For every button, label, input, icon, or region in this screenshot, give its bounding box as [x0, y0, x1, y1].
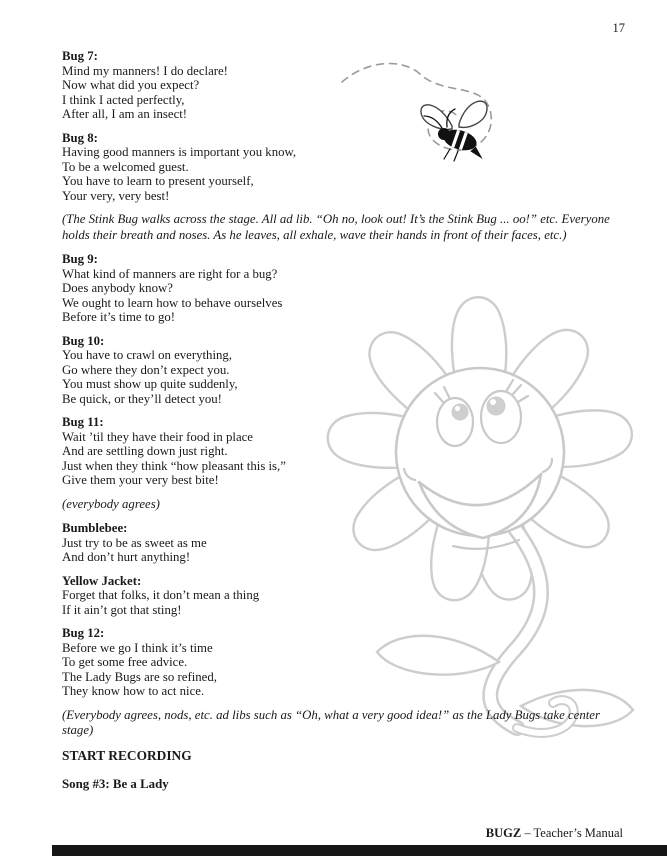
start-recording-heading: START RECORDING: [62, 747, 192, 763]
script-line: Go where they don’t expect you.: [62, 362, 230, 377]
speaker-heading: Bug 8:: [62, 130, 98, 145]
page-number: 17: [612, 21, 625, 35]
script-line: Give them your very best bite!: [62, 473, 219, 487]
stage-direction: (The Stink Bug walks across the stage. All ad lib. “Oh no, look out! It’s the Stink Bug ... oo!” etc. Everyone holds their breath and noses. As he leaves, all exhale, wave their hands in front of their faces, etc.): [62, 212, 610, 242]
script-line: We ought to learn how to behave ourselves: [62, 295, 283, 310]
script-line: Just when they think “how pleasant this is,”: [62, 458, 286, 473]
script-line: The Lady Bugs are so refined,: [62, 669, 217, 684]
speech-block-bug11: [62, 415, 616, 488]
script-line: What kind of manners are right for a bug?: [62, 266, 278, 281]
speech-block-yellowjacket: [62, 574, 616, 618]
speaker-heading: Bug 12:: [62, 626, 105, 640]
speaker-heading: Bug 10:: [62, 333, 105, 348]
speech-block-bug7: [62, 49, 616, 122]
speech-block-bug8: [62, 131, 616, 204]
script-line: And are settling down just right.: [62, 444, 228, 458]
song-title: Song #3: Be a Lady: [62, 776, 169, 791]
page-footer: [486, 826, 623, 841]
script-line: Forget that folks, it don’t mean a thing: [62, 588, 260, 602]
script-line: And don’t hurt anything!: [62, 550, 191, 564]
script-line: Before it’s time to go!: [62, 310, 176, 324]
script-line: Your very, very best!: [62, 188, 170, 203]
script-line: Does anybody know?: [62, 281, 173, 295]
script-line: After all, I am an insect!: [62, 107, 188, 121]
script-line: You have to learn to present yourself,: [62, 174, 254, 188]
footer-title: BUGZ: [485, 826, 522, 840]
script-line: If it ain’t got that sting!: [62, 602, 182, 617]
script-line: To be a welcomed guest.: [62, 159, 189, 174]
bottom-bar: [52, 845, 667, 856]
stage-direction: (everybody agrees): [62, 496, 160, 511]
script-line: Be quick, or they’ll detect you!: [62, 391, 222, 406]
speech-block-bug9: [62, 252, 616, 325]
script-line: Now what did you expect?: [62, 78, 200, 92]
speech-block-bug10: [62, 334, 616, 407]
speaker-heading: Bug 9:: [62, 252, 98, 266]
script-line: To get some free advice.: [62, 655, 188, 669]
script-line: Mind my manners! I do declare!: [62, 63, 228, 78]
script-line: You have to crawl on everything,: [62, 348, 233, 362]
speaker-heading: Yellow Jacket:: [62, 573, 142, 588]
script-content: [62, 49, 616, 792]
script-line: Wait ’til they have their food in place: [62, 429, 253, 444]
script-line: I think I acted perfectly,: [62, 92, 185, 107]
script-line: They know how to act nice.: [62, 684, 205, 698]
speaker-heading: Bug 11:: [62, 415, 104, 429]
speaker-heading: Bug 7:: [62, 49, 98, 63]
script-line: Just try to be as sweet as me: [62, 535, 207, 550]
footer-subtitle: – Teacher’s Manual: [521, 826, 623, 840]
speaker-heading: Bumblebee:: [62, 521, 128, 535]
script-line: Having good manners is important you know,: [62, 145, 297, 159]
speech-block-bug12: [62, 626, 616, 699]
speech-block-bumblebee: [62, 521, 616, 565]
script-line: You must show up quite suddenly,: [62, 377, 238, 391]
script-line: Before we go I think it’s time: [62, 640, 213, 655]
stage-direction: (Everybody agrees, nods, etc. ad libs such as “Oh, what a very good idea!” as the Lady Bugs take center stage): [62, 707, 600, 737]
